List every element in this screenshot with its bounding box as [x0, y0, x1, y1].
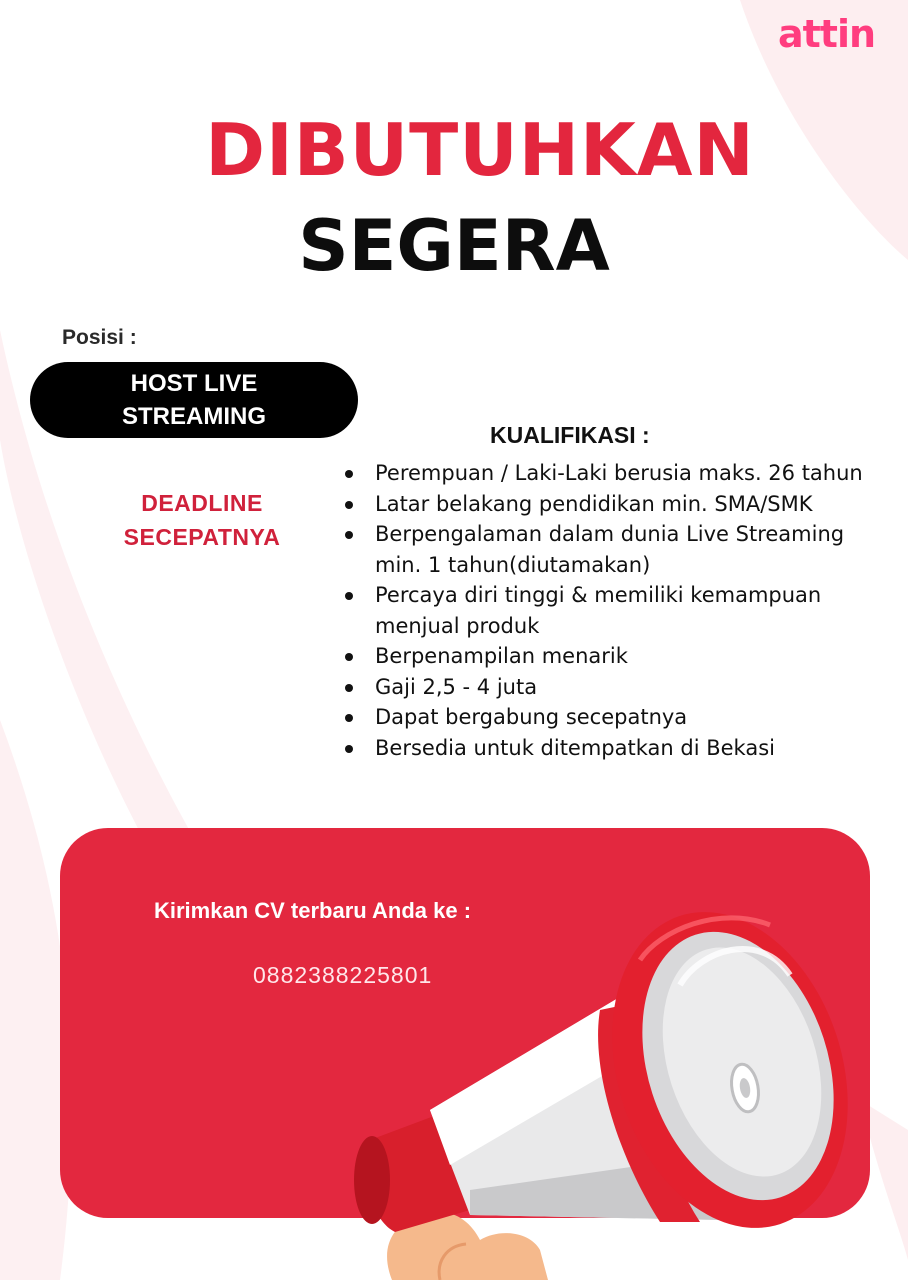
contact-label: Kirimkan CV terbaru Anda ke : [154, 898, 472, 923]
contact-phone: 0882388225801 [253, 962, 433, 988]
list-item: Berpengalaman dalam dunia Live Streaming min. 1 tahun(diutamakan) [340, 519, 880, 580]
list-item: Latar belakang pendidikan min. SMA/SMK [340, 489, 880, 520]
list-item: Perempuan / Laki-Laki berusia maks. 26 tahun [340, 458, 880, 489]
qualifications-title: KUALIFIKASI : [490, 422, 650, 448]
position-label: Posisi : [62, 326, 137, 349]
list-item: Berpenampilan menarik [340, 641, 880, 672]
position-value: HOST LIVE STREAMING [122, 370, 266, 430]
headline-line2: SEGERA [298, 205, 610, 287]
deadline-line2: SECEPATNYA [123, 524, 281, 550]
brand-logo: attin [778, 12, 876, 56]
headline-line1: DIBUTUHKAN [205, 108, 755, 192]
list-item: Bersedia untuk ditempatkan di Bekasi [340, 733, 880, 764]
list-item: Percaya diri tinggi & memiliki kemampuan menjual produk [340, 580, 880, 641]
deadline-line1: DEADLINE [141, 490, 263, 516]
list-item: Gaji 2,5 - 4 juta [340, 672, 880, 703]
list-item: Dapat bergabung secepatnya [340, 702, 880, 733]
